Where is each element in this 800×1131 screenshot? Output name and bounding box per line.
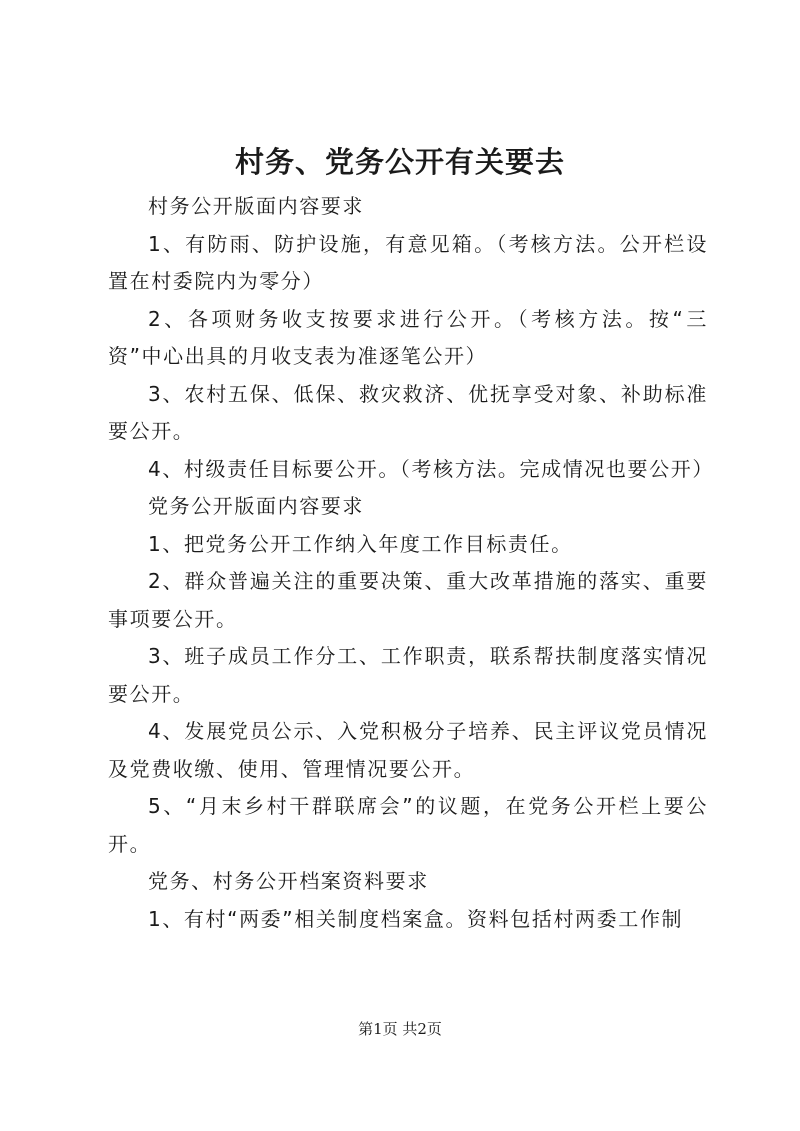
section-heading-village-affairs: 村务公开版面内容要求: [148, 194, 364, 218]
paragraph: 3、农村五保、低保、救灾救济、优抚享受对象、补助标准要公开。: [108, 381, 708, 443]
paragraph: 2、群众普遍关注的重要决策、重大改革措施的落实、重要事项要公开。: [108, 569, 708, 631]
paragraph: 2、各项财务收支按要求进行公开。（考核方法。按“三资”中心出具的月收支表为准逐笔公开）: [108, 306, 708, 368]
document-title: 村务、党务公开有关要去: [234, 145, 565, 179]
paragraph: 4、发展党员公示、入党积极分子培养、民主评议党员情况及党费收缴、使用、管理情况要公开。: [108, 719, 708, 781]
paragraph: 4、村级责任目标要公开。（考核方法。完成情况也要公开）: [148, 456, 714, 481]
paragraph: 1、有村“两委”相关制度档案盒。资料包括村两委工作制: [148, 906, 684, 931]
paragraph: 5、“月末乡村干群联席会”的议题，在党务公开栏上要公开。: [108, 794, 708, 856]
paragraph: 3、班子成员工作分工、工作职责，联系帮扶制度落实情况要公开。: [108, 644, 708, 706]
page-number-footer: 第1页 共2页: [358, 1020, 442, 1038]
paragraph: 1、有防雨、防护设施，有意见箱。（考核方法。公开栏设置在村委院内为零分）: [108, 231, 708, 293]
paragraph: 1、把党务公开工作纳入年度工作目标责任。: [148, 531, 573, 556]
document-body: [108, 188, 714, 938]
section-heading-archives: 党务、村务公开档案资料要求: [148, 869, 429, 893]
section-heading-party-affairs: 党务公开版面内容要求: [148, 494, 364, 518]
